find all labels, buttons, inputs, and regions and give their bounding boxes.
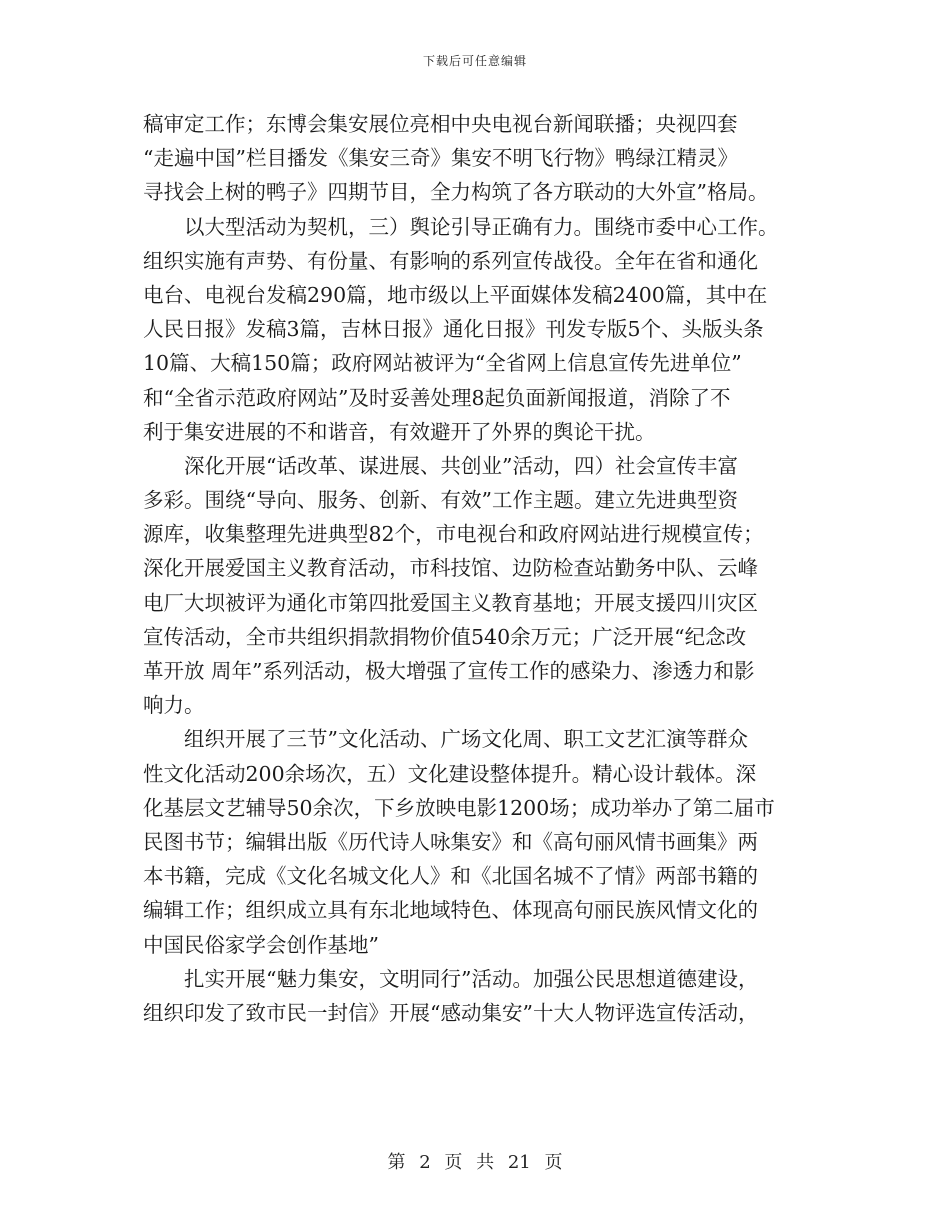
document-body: [143, 107, 808, 1030]
text-line: 寻找会上树的鸭子》四期节目，全力构筑了各方联动的大外宣”格局。: [143, 180, 769, 205]
text-line: 以大型活动为契机，三）舆论引导正确有力。围绕市委中心工作。: [143, 214, 779, 239]
text-line: 中国民俗家学会创作基地”: [143, 932, 379, 957]
text-line: 性文化活动200余场次，五）文化建设整体提升。精心设计载体。深: [143, 761, 757, 786]
text-line: 响力。: [143, 693, 205, 718]
text-line: “走遍中国”栏目播发《集安三奇》集安不明飞行物》鸭绿江精灵》: [143, 146, 738, 171]
page-number-footer: 第 2 页 共 21 页: [387, 1152, 563, 1173]
text-line: 和“全省示范政府网站”及时妥善处理8起负面新闻报道，消除了不: [143, 385, 731, 410]
text-line: 电台、电视台发稿290篇，地市级以上平面媒体发稿2400篇，其中在: [143, 282, 768, 307]
text-line: 宣传活动，全市共组织捐款捐物价值540余万元；广泛开展“纪念改: [143, 624, 747, 649]
text-line: 组织实施有声势、有份量、有影响的系列宣传战役。全年在省和通化: [143, 248, 758, 273]
text-line: 深化开展“话改革、谋进展、共创业”活动，四）社会宣传丰富: [143, 453, 738, 478]
text-line: 10篇、大稿150篇；政府网站被评为“全省网上信息宣传先进单位”: [143, 351, 742, 376]
text-line: 组织印发了致市民一封信》开展“感动集安”十大人物评选宣传活动，: [143, 1000, 759, 1025]
text-line: 化基层文艺辅导50余次，下乡放映电影1200场；成功举办了第二届市: [143, 795, 775, 820]
text-line: 人民日报》发稿3篇，吉林日报》通化日报》刊发专版5个、头版头条: [143, 317, 764, 342]
text-line: 本书籍，完成《文化名城文化人》和《北国名城不了情》两部书籍的: [143, 864, 758, 889]
text-line: 组织开展了三节”文化活动、广场文化周、职工文艺汇演等群众: [143, 727, 748, 752]
text-line: 源库，收集整理先进典型82个，市电视台和政府网站进行规模宣传；: [143, 522, 764, 547]
text-line: 深化开展爱国主义教育活动，市科技馆、边防检查站勤务中队、云峰: [143, 556, 758, 581]
text-line: 多彩。围绕“导向、服务、创新、有效”工作主题。建立先进典型资: [143, 488, 738, 513]
text-line: 编辑工作；组织成立具有东北地域特色、体现高句丽民族风情文化的: [143, 898, 758, 923]
text-line: 稿审定工作；东博会集安展位亮相中央电视台新闻联播；央视四套: [143, 112, 738, 136]
text-line: 扎实开展“魅力集安，文明同行”活动。加强公民思想道德建设，: [143, 966, 759, 991]
text-line: 电厂大坝被评为通化市第四批爱国主义教育基地；开展支援四川灾区: [143, 590, 758, 615]
text-line: 利于集安进展的不和谐音，有效避开了外界的舆论干扰。: [143, 419, 656, 444]
page-header: 下载后可任意编辑: [422, 54, 527, 68]
text-line: 民图书节；编辑出版《历代诗人咏集安》和《高句丽风情书画集》两: [143, 829, 758, 854]
text-line: 革开放 周年”系列活动，极大增强了宣传工作的感染力、渗透力和影: [143, 659, 755, 683]
